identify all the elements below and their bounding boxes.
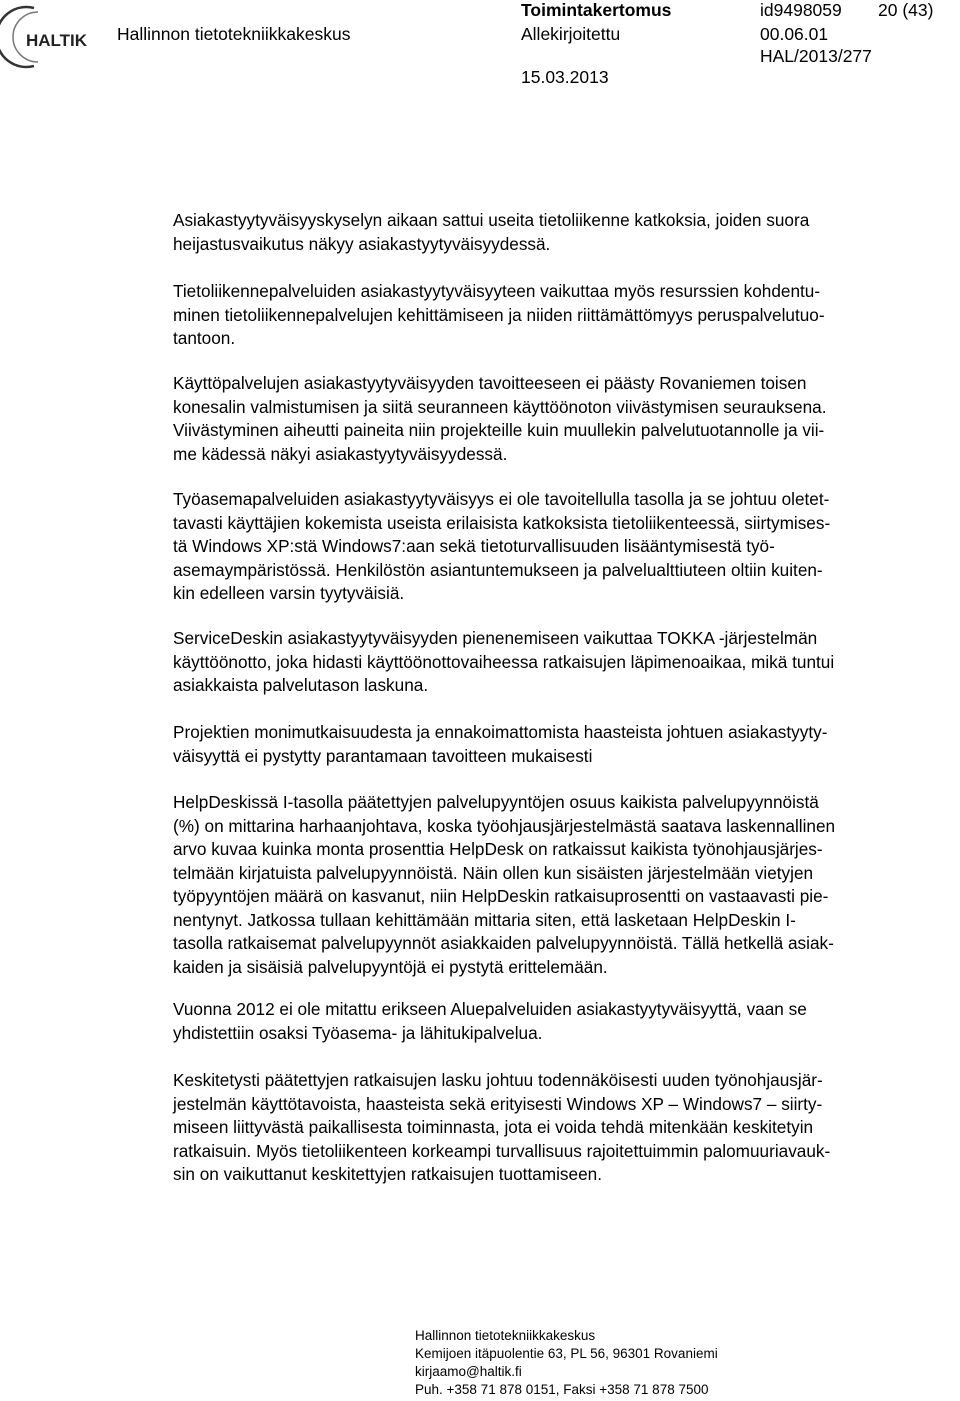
footer-address: Kemijoen itäpuolentie 63, PL 56, 96301 Rovaniemi xyxy=(415,1346,718,1361)
paragraph-line: Viivästyminen aiheutti paineita niin projekteille kuin muullekin palvelutuotannolle ja vii- xyxy=(173,420,825,440)
paragraph-line: arvo kuvaa kuinka monta prosenttia HelpDesk on ratkaissut kaikista työnohjausjärjes- xyxy=(173,839,823,859)
body-paragraph-5 xyxy=(173,627,953,698)
footer-phone: Puh. +358 71 878 0151, Faksi +358 71 878 7500 xyxy=(415,1382,709,1397)
paragraph-line: miseen liittyvästä paikallisesta toiminnasta, jota ei voida tehdä mitenkään keskitetyin xyxy=(173,1117,814,1137)
paragraph-line: heijastusvaikutus näkyy asiakastyytyväisyydessä. xyxy=(173,233,551,254)
header-page: 20 (43) xyxy=(878,0,934,20)
header-doc-type: Toimintakertomus xyxy=(521,0,672,20)
footer-organization: Hallinnon tietotekniikkakeskus xyxy=(415,1328,596,1343)
paragraph-line: ServiceDeskin asiakastyytyväisyyden pienenemiseen vaikuttaa TOKKA -järjestelmän xyxy=(173,628,818,648)
paragraph-line: Vuonna 2012 ei ole mitattu erikseen Aluepalveluiden asiakastyytyväisyyttä, vaan se xyxy=(173,999,807,1019)
body-paragraph-1 xyxy=(173,209,953,256)
body-paragraph-3 xyxy=(173,372,953,466)
paragraph-line: minen tietoliikennepalvelujen kehittämiseen ja niiden riittämättömyys peruspalvelutuo- xyxy=(173,304,825,325)
paragraph-line: käyttöönotto, joka hidasti käyttöönottovaiheessa ratkaisujen läpimenoaikaa, mikä tuntui xyxy=(173,651,835,672)
header-version: 00.06.01 xyxy=(760,24,829,44)
paragraph-line: asemaympäristössä. Henkilöstön asiantuntemukseen ja palvelualttiuteen oltiin kuiten- xyxy=(173,559,823,580)
header-date: 15.03.2013 xyxy=(521,67,609,87)
paragraph-line: kaiden ja sisäisiä palvelupyyntöjä ei pystytä erittelemään. xyxy=(173,956,608,977)
paragraph-line: (%) on mittarina harhaanjohtava, koska työohjausjärjestelmästä saatava laskennallinen xyxy=(173,815,836,836)
paragraph-line: ratkaisuin. Myös tietoliikenteen korkeampi turvallisuus rajoitettuimmin palomuuriavauk- xyxy=(173,1140,831,1161)
paragraph-line: Projektien monimutkaisuudesta ja ennakoimattomista haasteista johtuen asiakastyyty- xyxy=(173,722,828,742)
paragraph-line: sin on vaikuttanut keskitettyjen ratkaisujen tuottamiseen. xyxy=(173,1164,602,1184)
paragraph-line: nentynyt. Jatkossa tullaan kehittämään mittaria siten, että lasketaan HelpDeskin I- xyxy=(173,909,796,930)
paragraph-line: yhdistettiin osaksi Työasema- ja lähitukipalvelua. xyxy=(173,1022,543,1043)
paragraph-line: tasolla ratkaisemat palvelupyynnöt asiakkaiden palvelupyynnöistä. Tällä hetkellä asiak- xyxy=(173,933,834,953)
body-paragraph-8 xyxy=(173,998,953,1045)
paragraph-line: työpyyntöjen määrä on kasvanut, niin HelpDeskin ratkaisuprosentti on vastaavasti pie- xyxy=(173,886,829,906)
paragraph-line: tä Windows XP:stä Windows7:aan sekä tietoturvallisuuden lisääntymisestä työ- xyxy=(173,536,775,556)
paragraph-line: me kädessä näkyi asiakastyytyväisyydessä. xyxy=(173,443,508,464)
paragraph-line: väisyyttä ei pystytty parantamaan tavoitteen mukaisesti xyxy=(173,745,593,766)
header-doc-id: id9498059 xyxy=(760,0,842,20)
paragraph-line: Työasemapalveluiden asiakastyytyväisyys ei ole tavoitellulla tasolla ja se johtuu oletet- xyxy=(173,489,830,509)
footer-email[interactable]: kirjaamo@haltik.fi xyxy=(415,1364,522,1379)
paragraph-line: Asiakastyytyväisyyskyselyn aikaan sattui useita tietoliikenne katkoksia, joiden suora xyxy=(173,210,810,230)
paragraph-line: jestelmän käyttötavoista, haasteista sekä erityisesti Windows XP – Windows7 – siirty- xyxy=(173,1093,823,1114)
paragraph-line: tantoon. xyxy=(173,328,236,348)
paragraph-line: Tietoliikennepalveluiden asiakastyytyväisyyteen vaikuttaa myös resurssien kohdentu- xyxy=(173,281,821,301)
header-organization: Hallinnon tietotekniikkakeskus xyxy=(117,24,351,44)
header-status: Allekirjoitettu xyxy=(521,24,621,44)
body-paragraph-2 xyxy=(173,280,953,351)
header-ref: HAL/2013/277 xyxy=(760,46,872,66)
body-paragraph-7 xyxy=(173,791,953,979)
paragraph-line: konesalin valmistumisen ja siitä seuranneen käyttöönoton viivästymisen seurauksena. xyxy=(173,396,827,417)
body-paragraph-9 xyxy=(173,1069,953,1187)
logo-text: HALTIK xyxy=(26,31,88,50)
paragraph-line: tavasti käyttäjien kokemista useista erilaisista katkoksista tietoliikenteessä, siirtymises- xyxy=(173,512,831,533)
haltik-logo xyxy=(0,0,110,72)
paragraph-line: asiakkaista palvelutason laskuna. xyxy=(173,675,429,695)
body-paragraph-6 xyxy=(173,721,953,768)
paragraph-line: HelpDeskissä I-tasolla päätettyjen palvelupyyntöjen osuus kaikista palvelupyynnöistä xyxy=(173,792,819,812)
paragraph-line: kin edelleen varsin tyytyväisiä. xyxy=(173,583,405,603)
body-paragraph-4 xyxy=(173,488,953,606)
paragraph-line: telmään kirjatuista palvelupyynnöistä. Näin ollen kun sisäisten järjestelmään vietyjen xyxy=(173,862,814,883)
paragraph-line: Käyttöpalvelujen asiakastyytyväisyyden tavoitteeseen ei päästy Rovaniemen toisen xyxy=(173,373,807,393)
paragraph-line: Keskitetysti päätettyjen ratkaisujen lasku johtuu todennäköisesti uuden työnohjausjär- xyxy=(173,1070,823,1090)
